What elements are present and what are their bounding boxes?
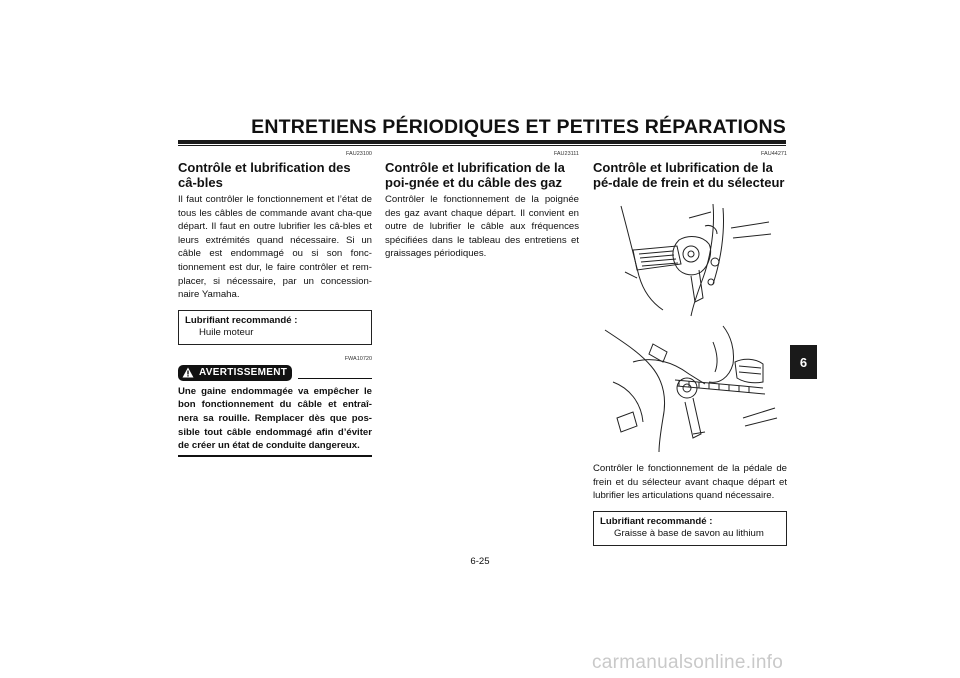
- warning-text: Une gaine endommagée va empêcher le bon fonctionnement du câble et entraî-nera sa rouille. Remplacer dès que pos-sible tout câble endommagé afin d’éviter de créer un état de conduite dangereux.: [178, 385, 372, 457]
- lubricant-title: Lubrifiant recommandé :: [185, 314, 298, 326]
- lubricant-box: [178, 310, 372, 345]
- lubricant-title: Lubrifiant recommandé :: [600, 515, 713, 527]
- section-throttle: [385, 150, 579, 261]
- section-heading: Contrôle et lubrification de la pé-dale de frein et du sélecteur: [593, 160, 785, 190]
- section-heading: Contrôle et lubrification des câ-bles: [178, 160, 351, 190]
- lubricant-value: Graisse à base de savon au lithium: [614, 527, 764, 539]
- watermark: carmanualsonline.info: [592, 652, 784, 673]
- section-pedal: [593, 150, 787, 546]
- section-code: FAU23100: [346, 151, 372, 157]
- page-title: ENTRETIENS PÉRIODIQUES ET PETITES RÉPARATIONS: [251, 116, 786, 138]
- lubricant-value: Huile moteur: [199, 326, 254, 338]
- section-code: FAU23111: [553, 151, 579, 157]
- shift-pedal-illustration: [593, 198, 787, 318]
- warning-label: AVERTISSEMENT: [199, 367, 288, 379]
- warning-block: [178, 355, 372, 457]
- section-body: Contrôler le fonctionnement de la poignée des gaz avant chaque départ. Il convient en outre de lubrifier le câble aux fréquences spécifiées dans le tableau des entretiens et graissages périodiques.: [385, 194, 579, 260]
- brake-pedal-illustration: [593, 322, 787, 454]
- warning-code: FWA10720: [344, 355, 372, 362]
- lubricant-box: [593, 511, 787, 546]
- section-code: FAU44271: [761, 151, 787, 157]
- chapter-tab: 6: [790, 345, 817, 379]
- header-rule: [178, 140, 786, 144]
- header-rule-thin: [178, 145, 786, 146]
- section-body: Il faut contrôler le fonctionnement et l’état de tous les câbles de commande avant cha-que départ. Il faut en outre lubrifier les câ-bles et leurs extrémités quand nécessaire. Si un câble est endommagé ou si son fonc-tionnement est dur, le faire contrôler et rem-placer, si nécessaire, par un concession-naire Yamaha.: [178, 194, 372, 301]
- page-number: 6-25: [470, 556, 490, 567]
- section-heading: Contrôle et lubrification de la poi-gnée et du câble des gaz: [385, 160, 565, 190]
- section-cables: [178, 150, 372, 457]
- warning-rule: [298, 378, 372, 379]
- warning-badge: [178, 365, 292, 381]
- section-body: Contrôler le fonctionnement de la pédale de frein et du sélecteur avant chaque départ et lubrifier les articulations quand nécessaire.: [593, 463, 787, 502]
- warning-triangle-icon: [182, 367, 194, 378]
